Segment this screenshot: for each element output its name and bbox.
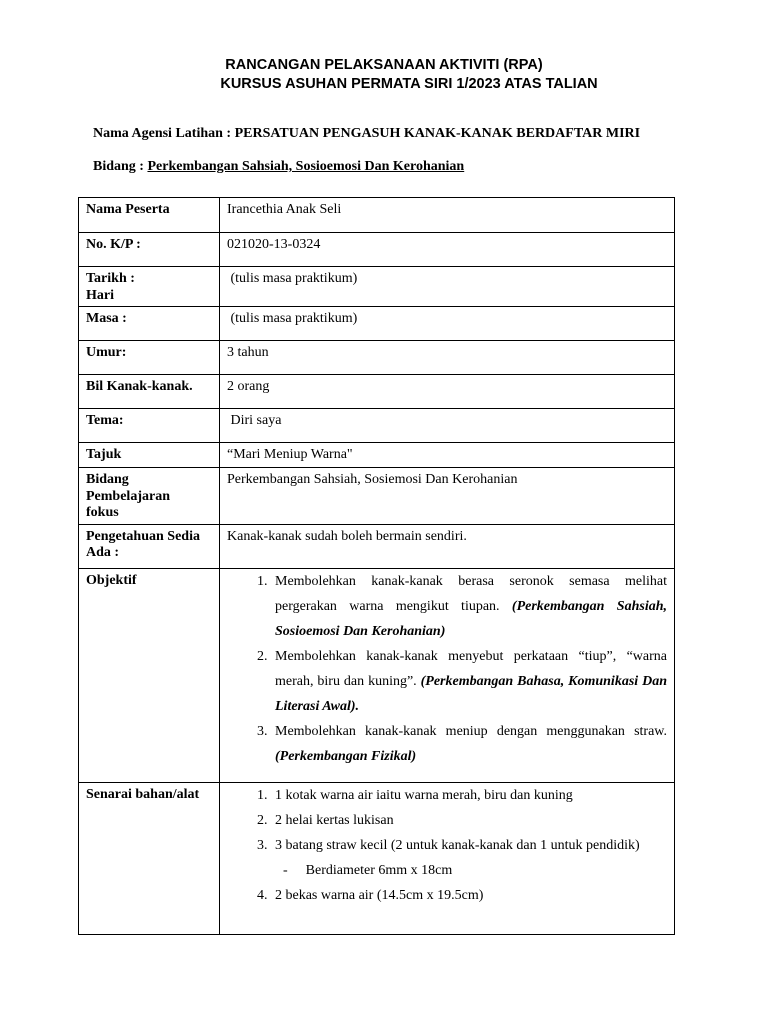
tema-label: Tema: xyxy=(79,409,220,443)
tema-value: Diri saya xyxy=(220,409,675,443)
kp-label: No. K/P : xyxy=(79,233,220,267)
objektif-label: Objektif xyxy=(79,568,220,782)
bidang-line xyxy=(93,159,464,175)
bidang-fokus-label-line-2: Pembelajaran xyxy=(86,488,170,504)
tarikh-label xyxy=(79,267,220,307)
objektif-tag: (Perkembangan Bahasa, Komunikasi Dan Literasi Awal). xyxy=(275,673,667,714)
table-row xyxy=(79,198,675,233)
bidang-fokus-label-line-3: fokus xyxy=(86,505,119,520)
table-row xyxy=(79,782,675,934)
table-row xyxy=(79,233,675,267)
bidang-fokus-value: Perkembangan Sahsiah, Sosiemosi Dan Kerohanian xyxy=(220,468,675,525)
objektif-text: Membolehkan kanak-kanak meniup dengan menggunakan straw. xyxy=(275,723,667,739)
table-row xyxy=(79,568,675,782)
pengetahuan-value: Kanak-kanak sudah boleh bermain sendiri. xyxy=(220,524,675,568)
list-item xyxy=(279,858,667,883)
umur-label: Umur: xyxy=(79,341,220,375)
objektif-text: Membolehkan kanak-kanak berasa seronok semasa melihat pergerakan warna mengikut tiupan. xyxy=(275,573,667,614)
table-row xyxy=(79,524,675,568)
senarai-label: Senarai bahan/alat xyxy=(79,782,220,934)
agensi-value: PERSATUAN PENGASUH KANAK-KANAK BERDAFTAR MIRI xyxy=(234,126,641,141)
objektif-text: Membolehkan kanak-kanak menyebut perkataan “tiup”, “warna merah, biru dan kuning”. xyxy=(275,648,667,689)
nama-value: Irancethia Anak Seli xyxy=(220,198,675,233)
tarikh-label-line-1: Tarikh : xyxy=(86,271,135,286)
dash-bullet: - xyxy=(283,862,288,878)
list-item xyxy=(271,644,667,719)
table-row xyxy=(79,468,675,525)
list-item xyxy=(271,569,667,644)
objektif-list xyxy=(227,569,667,769)
table-row xyxy=(79,307,675,341)
pengetahuan-label-line-2: Ada : xyxy=(86,545,120,560)
table-row xyxy=(79,267,675,307)
list-item: 1. 1 kotak warna air iaitu warna merah, biru dan kuning xyxy=(271,783,667,808)
senarai-list xyxy=(227,783,667,908)
masa-value: (tulis masa praktikum) xyxy=(220,307,675,341)
pengetahuan-label xyxy=(79,524,220,568)
senarai-sublist xyxy=(275,858,667,883)
agensi-line xyxy=(93,126,640,142)
tajuk-value: “Mari Meniup Warna" xyxy=(220,443,675,468)
agensi-label: Nama Agensi Latihan : xyxy=(93,126,232,141)
list-item: 4. 2 bekas warna air (14.5cm x 19.5cm) xyxy=(271,883,667,908)
masa-label: Masa : xyxy=(79,307,220,341)
bil-label: Bil Kanak-kanak. xyxy=(79,375,220,409)
nama-label: Nama Peserta xyxy=(79,198,220,233)
document-title-line-1: RANCANGAN PELAKSANAAN AKTIVITI (RPA) xyxy=(225,57,543,73)
tarikh-label-line-2: Hari xyxy=(86,287,114,303)
document-title-line-2: KURSUS ASUHAN PERMATA SIRI 1/2023 ATAS TALIAN xyxy=(220,76,598,92)
senarai-cell xyxy=(220,782,675,934)
pengetahuan-label-line-1: Pengetahuan Sedia xyxy=(86,528,200,544)
table-row xyxy=(79,375,675,409)
rpa-table xyxy=(78,197,675,935)
table-row xyxy=(79,341,675,375)
bidang-label: Bidang : xyxy=(93,159,144,174)
kp-value: 021020-13-0324 xyxy=(220,233,675,267)
list-item: 2. 2 helai kertas lukisan xyxy=(271,808,667,833)
bil-value: 2 orang xyxy=(220,375,675,409)
bidang-value: Perkembangan Sahsiah, Sosioemosi Dan Kerohanian xyxy=(147,159,465,174)
senarai-item-text: 3 batang straw kecil (2 untuk kanak-kanak dan 1 untuk pendidik) xyxy=(275,837,640,853)
list-item xyxy=(271,719,667,769)
table-row xyxy=(79,409,675,443)
table-row xyxy=(79,443,675,468)
list-item xyxy=(271,833,667,883)
tajuk-label: Tajuk xyxy=(79,443,220,468)
objektif-cell xyxy=(220,568,675,782)
bidang-fokus-label-line-1: Bidang xyxy=(86,472,129,487)
bidang-fokus-label xyxy=(79,468,220,525)
tarikh-value: (tulis masa praktikum) xyxy=(220,267,675,307)
senarai-sub-text: Berdiameter 6mm x 18cm xyxy=(305,862,453,878)
objektif-tag: (Perkembangan Sahsiah, Sosioemosi Dan Kerohanian) xyxy=(275,598,668,639)
objektif-tag: (Perkembangan Fizikal) xyxy=(275,748,417,764)
umur-value: 3 tahun xyxy=(220,341,675,375)
